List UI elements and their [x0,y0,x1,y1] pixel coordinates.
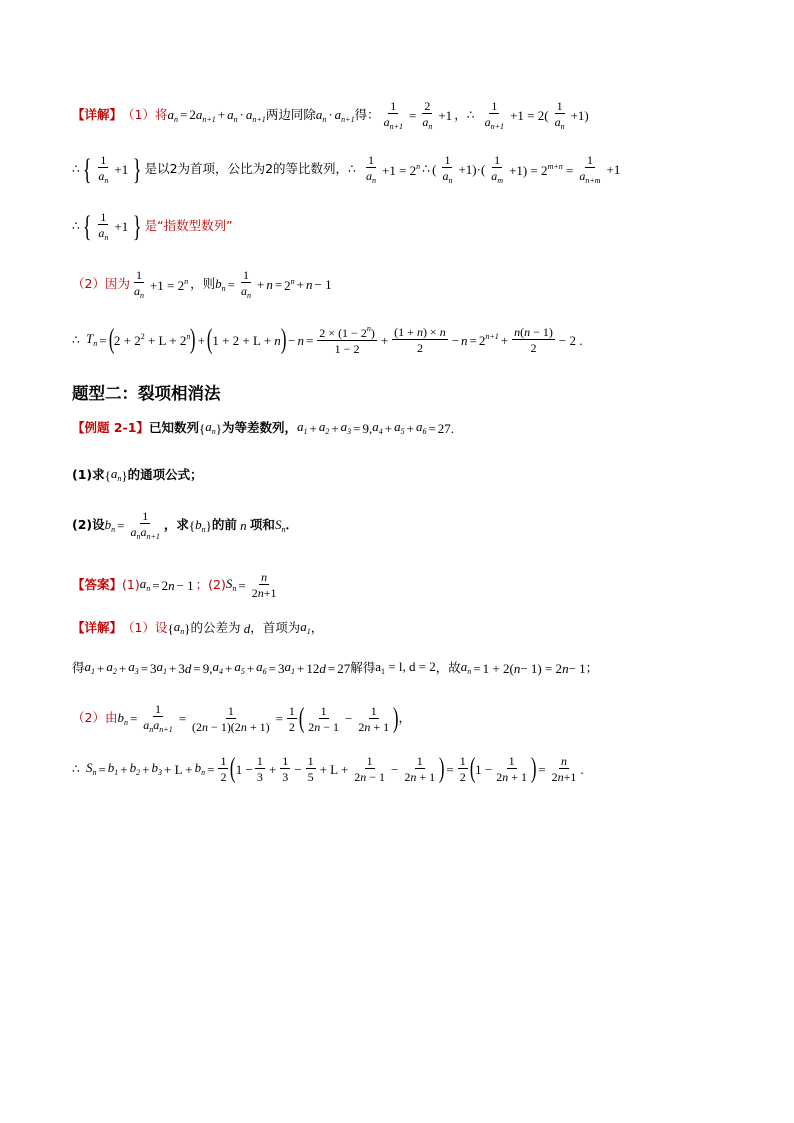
detail-tag: 【详解】 [72,107,123,123]
section-title: 题型二：裂项相消法 [72,384,221,403]
answer-tag: 【答案】 [72,576,123,592]
fraction: $\frac{2}{a_n}$ [422,99,433,131]
solve-line: 得 $a_1$ + $a_2$ + $a_3$ = 3 $a_1$ + 3 d = 9, $a_4$ + $a_5$ + $a_6$ = 3 $a_1$ + 12 d = 27 解得 $a_1 = l$, d = 2 ，故 $a_n$ = 1 + 2( n − 1) = 2 n − 1 ； [72,659,599,676]
final-sum-line: ∴ $S_n$ = $b_1$ + $b_2$ + $b_3$ + L + $b_n$ = $\frac{1}{2}$ ( 1 − $\frac{1}{3}$ + $\frac{1}{3}$ − $\frac{1}{5}$ + L + $\frac{1}{2n - 1}$ − $\frac{1}{2n + 1}$ ) = $\frac{1}{2}$ ( 1 − $\frac{1}{2n + 1}$ ) = $\frac{n}{2n+1}$ . [72,753,584,784]
recurrence-formula: $a_n = 2a_{n+1} + a_n \cdot a_{n+1}$ [167,106,266,124]
telescoping-line: （2）由 $b_n$ = $\frac{1}{a_na_{n+1}}$ = $\frac{1}{(2n - 1)(2n + 1)}$ = $\frac{1}{2}$ ( $\frac{1}{2n - 1}$ − $\frac{1}{2n + 1}$ ) ， [72,702,411,734]
part-label: （1）将 [122,107,168,123]
fraction: $\frac{1}{a_{n+1}}$ [484,99,505,131]
part2-line: （2）因为 $\frac{1}{a_n}$ $+1 = 2^n$ ，则 $b_n$ = $\frac{1}{a_n}$ + n = 2$^n$ + n − 1 [72,268,332,300]
answer-line: 【答案】 (1) $a_n$ = 2 n − 1 ；(2) $S_n$ = $\frac{n}{2n+1}$ [72,570,277,600]
exponential-line: ∴ { $\frac{1}{a_n}$ +1 } 是“指数型数列” [72,209,233,243]
geometric-line: ∴ { $\frac{1}{a_n}$ +1 } 是以2为首项，公比为2的等比数列， ∴ $\frac{1}{a_n}$ $+1 = 2^n$ ∴ ( $\frac{1}{a_n}$ +1)·( $\frac{1}{a_m}$ $+1) = 2^{m+n}$ = $\frac{1}{a_{n+m}}$ +1 [72,152,621,186]
sum-line: ∴ $T_n$ = ( $2 + 2^2 + L + 2^n$ ) + ( 1 + 2 + L + n ) − n = $\frac{2 \times (1 - 2^n)}{1 - 2}$ + $\frac{(1 + n) \times n}{2}$ − n = $2^{n+1}$ + $\frac{n(n - 1)}{2}$ − 2 . [72,324,583,356]
exponential-sequence-text: 是“指数型数列” [144,218,233,234]
fraction: $\frac{1}{a_{n+1}}$ [383,99,403,131]
example-tag: 【例题 2-1】 [72,419,149,435]
example-line: 【例题 2-1】 已知数列 { $a_n$ } 为等差数列， $a_1$ + $a_2$ + $a_3$ = 9, $a_4$ + $a_5$ + $a_6$ = 27. [72,419,455,436]
detail2-line: 【详解】 （1）设 { $a_n$ } 的公差为 d ，首项为 $a_1$ ， [72,619,324,636]
question-2: (2) 设 $b_n$ = $\frac{1}{a_na_{n+1}}$ ，求 { $b_n$ } 的前 n 项和 $S_n$ ． [72,509,298,541]
fraction: $\frac{1}{a_n}$ [554,99,565,131]
detail1-line: 【详解】 （1）将 $a_n = 2a_{n+1} + a_n \cdot a_{n+1}$ 两边同除 $a_n \cdot a_{n+1}$ 得： $\frac{1}{a_{n+1}}$ = $\frac{2}{a_n}$ +1 ， ∴ $\frac{1}{a_{n+1}}$ +1 = 2( $\frac{1}{a_n}$ +1) [72,99,589,131]
question-1: (1) 求 { $a_n$ } 的通项公式； [72,466,203,483]
